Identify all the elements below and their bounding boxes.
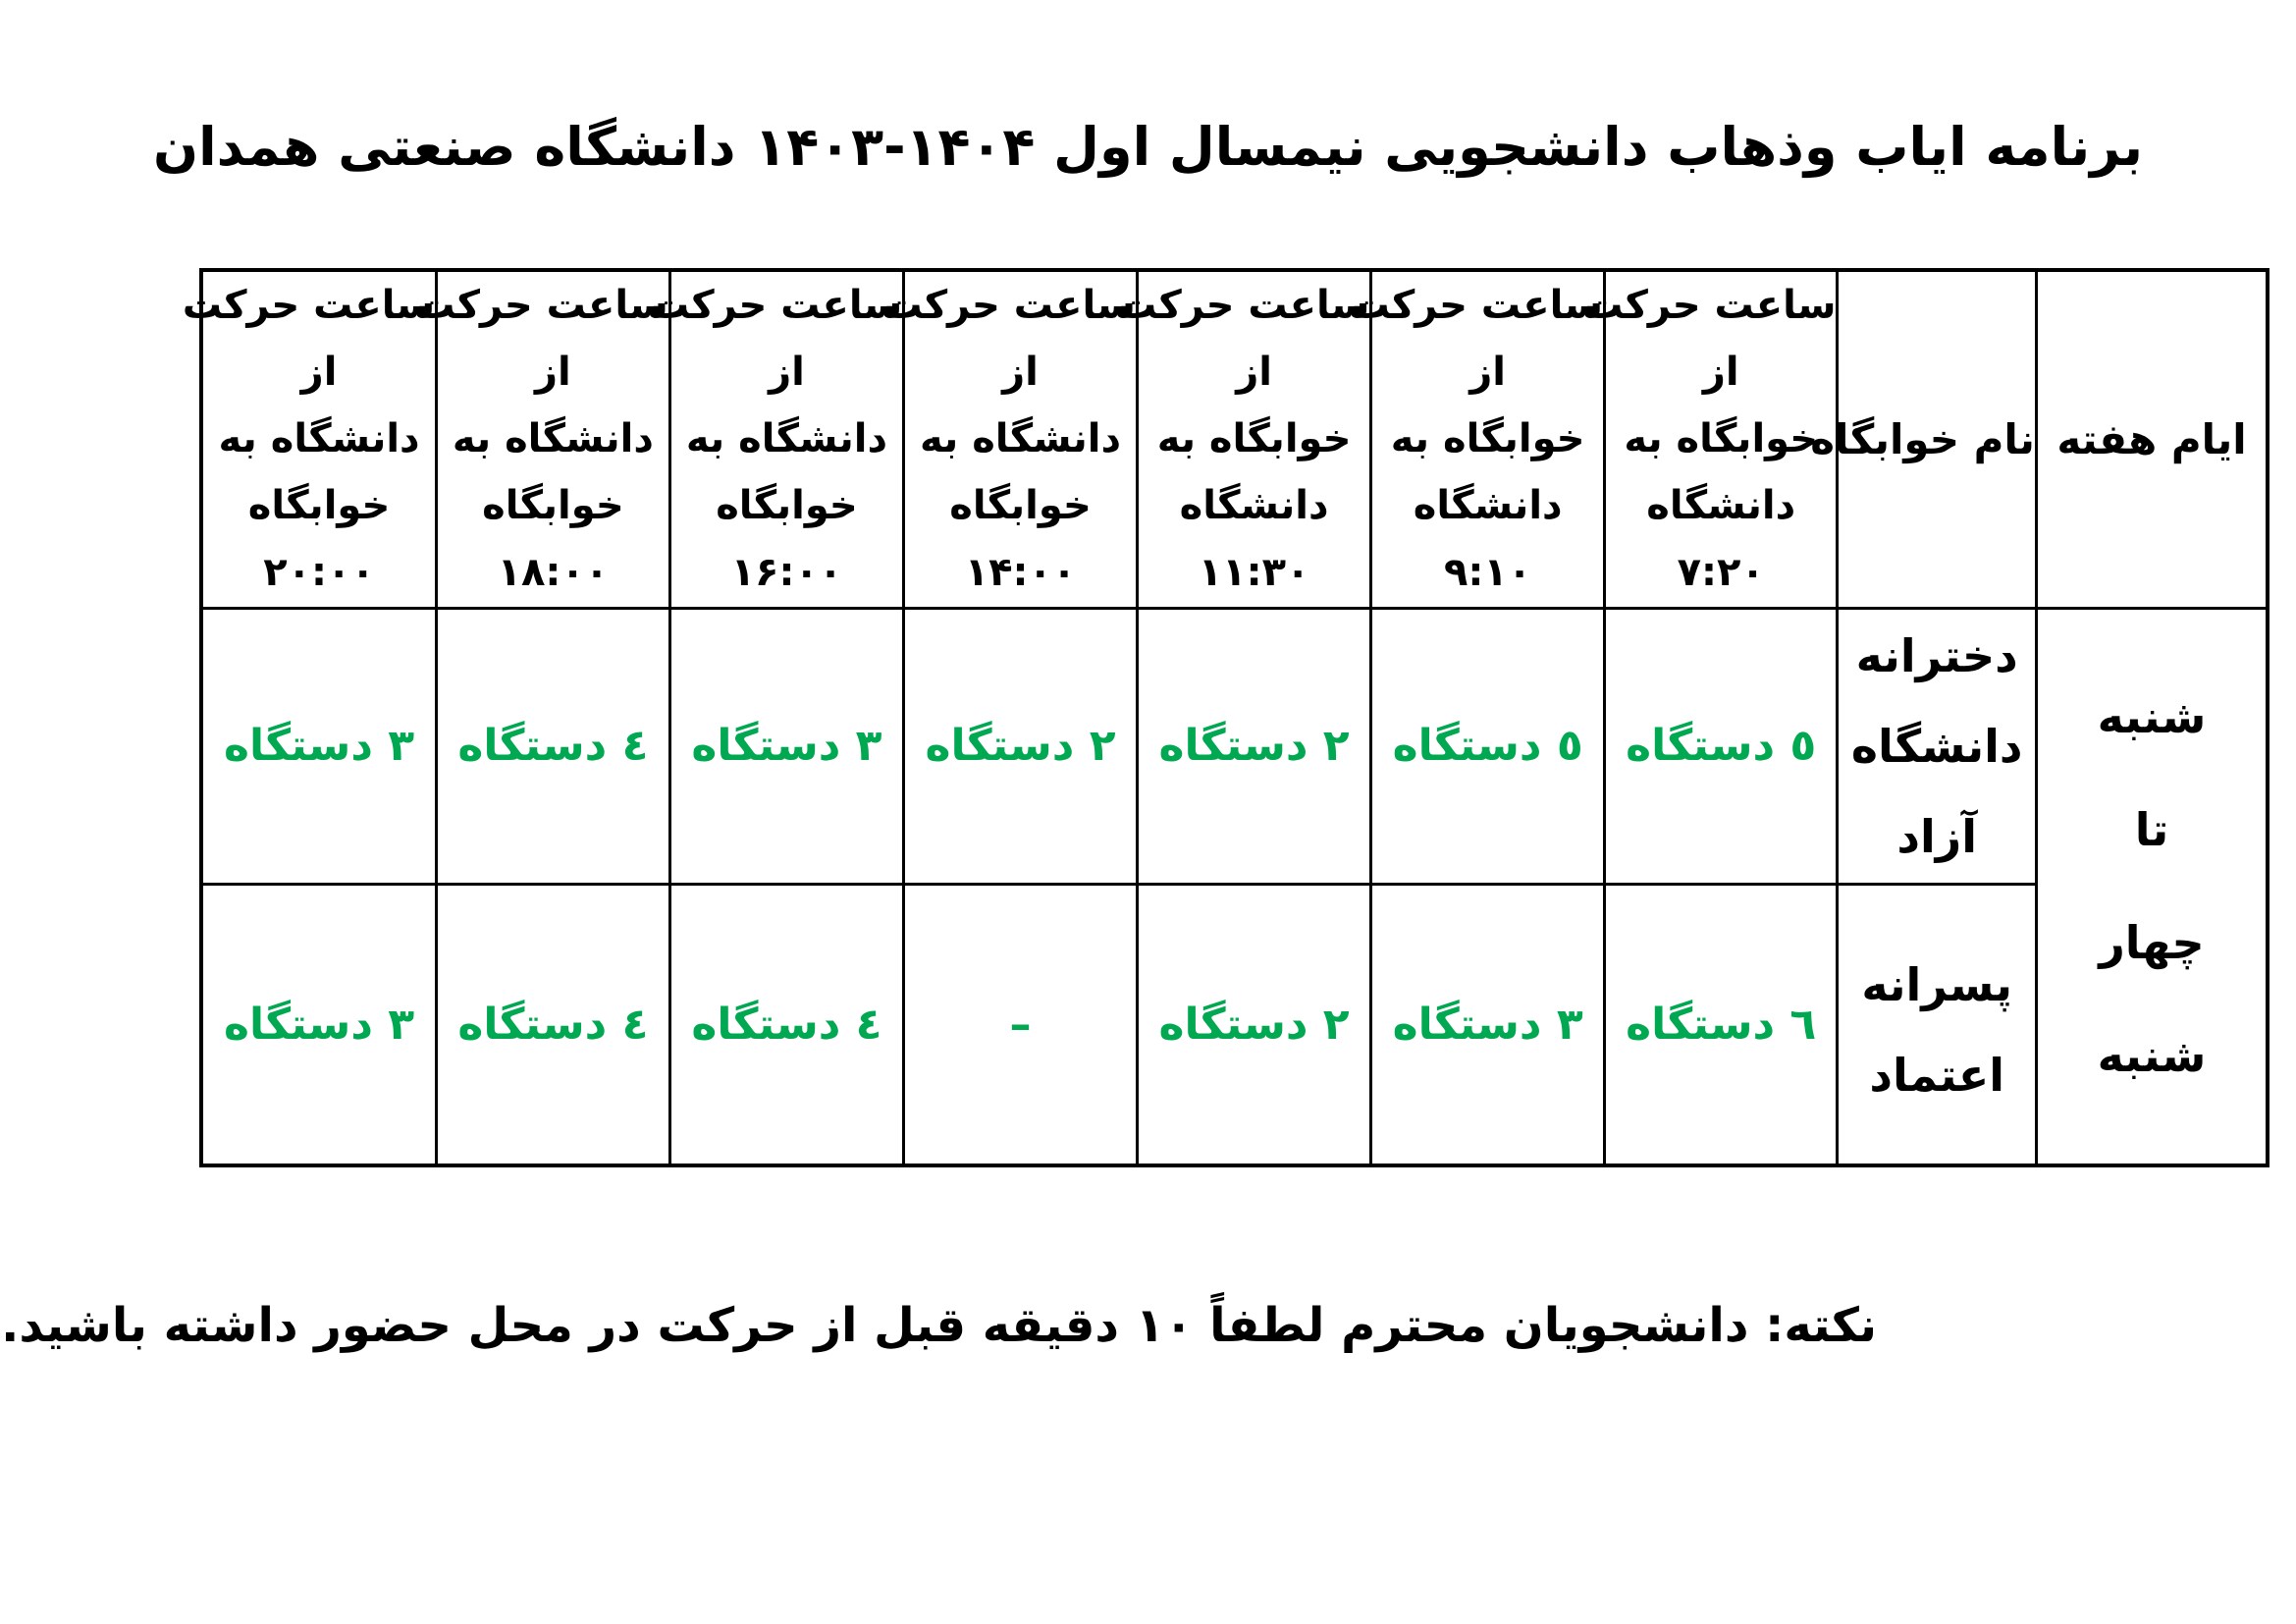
dorm-name-line: پسرانه <box>1861 958 2013 1012</box>
header-line: دانشگاه به <box>452 416 654 462</box>
header-line: دانشگاه <box>1179 483 1329 529</box>
column-header-time-1600 <box>649 270 904 608</box>
header-line: ساعت حرکت <box>1583 283 1837 329</box>
header-line: ساعت حرکت <box>415 283 668 329</box>
header-line: دانشگاه به <box>685 416 887 462</box>
header-time-value: ۱۶:۰۰ <box>730 550 843 596</box>
header-line: خوابگاه به <box>1390 416 1585 462</box>
bus-count-cell: ٣ دستگاه <box>201 608 437 884</box>
column-header-days: ایام هفته <box>2036 270 2268 608</box>
header-time-value: ۱۴:۰۰ <box>964 550 1077 596</box>
header-line: خوابگاه <box>482 483 624 529</box>
days-line: چهار شنبه <box>2097 915 2207 1082</box>
dorm-name-line: دانشگاه <box>1850 719 2023 773</box>
header-line: از <box>1236 350 1272 396</box>
table-row-boys-dorm <box>201 884 2268 1165</box>
bus-count-cell: ٥ دستگاه <box>1371 608 1605 884</box>
dorm-name-girls-azad <box>1838 608 2036 884</box>
bus-count-cell: ٤ دستگاه <box>669 884 904 1165</box>
header-line: از <box>1002 350 1039 396</box>
bus-count-cell: ٦ دستگاه <box>1604 884 1838 1165</box>
bus-count-cell: ٥ دستگاه <box>1604 608 1838 884</box>
shuttle-schedule-table <box>182 268 2269 1167</box>
days-of-week-cell <box>2036 608 2268 1165</box>
bus-count-cell: ٣ دستگاه <box>669 608 904 884</box>
bus-count-cell: ٣ دستگاه <box>201 884 437 1165</box>
header-line: از <box>300 350 338 396</box>
column-header-time-1400 <box>882 270 1138 608</box>
header-line: از <box>1702 350 1739 396</box>
column-header-time-0720 <box>1583 270 1838 608</box>
bus-count-cell: ٤ دستگاه <box>437 884 670 1165</box>
header-line: خوابگاه به <box>1624 416 1819 462</box>
header-time-value: ۷:۲۰ <box>1677 550 1765 596</box>
column-header-dorm-name: نام خوابگاه <box>1838 270 2036 608</box>
table-header-row <box>201 270 2268 608</box>
header-line: ساعت حرکت <box>882 283 1136 329</box>
table-row-girls-dorm <box>201 608 2268 884</box>
column-header-time-2000 <box>182 270 437 608</box>
dorm-name-line: آزاد <box>1896 809 1978 863</box>
header-line: دانشگاه به <box>218 416 420 462</box>
header-line: از <box>1469 350 1507 396</box>
header-time-value: ۹:۱۰ <box>1444 550 1532 596</box>
bus-count-cell: ٤ دستگاه <box>437 608 670 884</box>
dorm-name-line: دخترانه <box>1855 628 2018 682</box>
header-line: ساعت حرکت <box>1117 283 1370 329</box>
column-header-time-0910 <box>1350 270 1605 608</box>
dorm-name-line: اعتماد <box>1869 1049 2005 1103</box>
bus-count-cell: ٢ دستگاه <box>904 608 1138 884</box>
bus-count-cell: ٣ دستگاه <box>1371 884 1605 1165</box>
header-time-value: ۱۸:۰۰ <box>497 550 610 596</box>
dorm-name-boys-etemad <box>1838 884 2036 1165</box>
header-time-value: ۱۱:۳۰ <box>1198 550 1310 596</box>
header-line: خوابگاه <box>716 483 858 529</box>
header-line: دانشگاه به <box>919 416 1122 462</box>
bus-count-cell: – <box>904 884 1138 1165</box>
header-line: ساعت حرکت <box>182 283 436 329</box>
bus-count-cell: ٢ دستگاه <box>1137 608 1371 884</box>
header-line: از <box>535 350 571 396</box>
header-line: از <box>769 350 805 396</box>
column-header-time-1130 <box>1117 270 1371 608</box>
footer-note: نکته: دانشجویان محترم لطفاً ۱۰ دقیقه قبل از حرکت در محل حضور داشته باشید. <box>1 1298 1877 1353</box>
days-line: شنبه <box>2097 689 2207 743</box>
header-line: ساعت حرکت <box>649 283 903 329</box>
header-time-value: ۲۰:۰۰ <box>263 550 375 596</box>
days-line: تا <box>2134 802 2169 856</box>
dorm-name-lines <box>1839 928 2034 1120</box>
header-line: دانشگاه <box>1646 483 1796 529</box>
header-line: خوابگاه <box>949 483 1092 529</box>
header-line: ساعت حرکت <box>1350 283 1603 329</box>
header-line: دانشگاه <box>1413 483 1563 529</box>
header-line: خوابگاه <box>247 483 391 529</box>
page-title: برنامه ایاب وذهاب دانشجویی نیمسال اول ۱۴۰۴-۱۴۰۳ دانشگاه صنعتی همدان <box>153 116 2143 178</box>
header-line: خوابگاه به <box>1156 416 1352 462</box>
column-header-time-1800 <box>415 270 670 608</box>
bus-count-cell: ٢ دستگاه <box>1137 884 1371 1165</box>
